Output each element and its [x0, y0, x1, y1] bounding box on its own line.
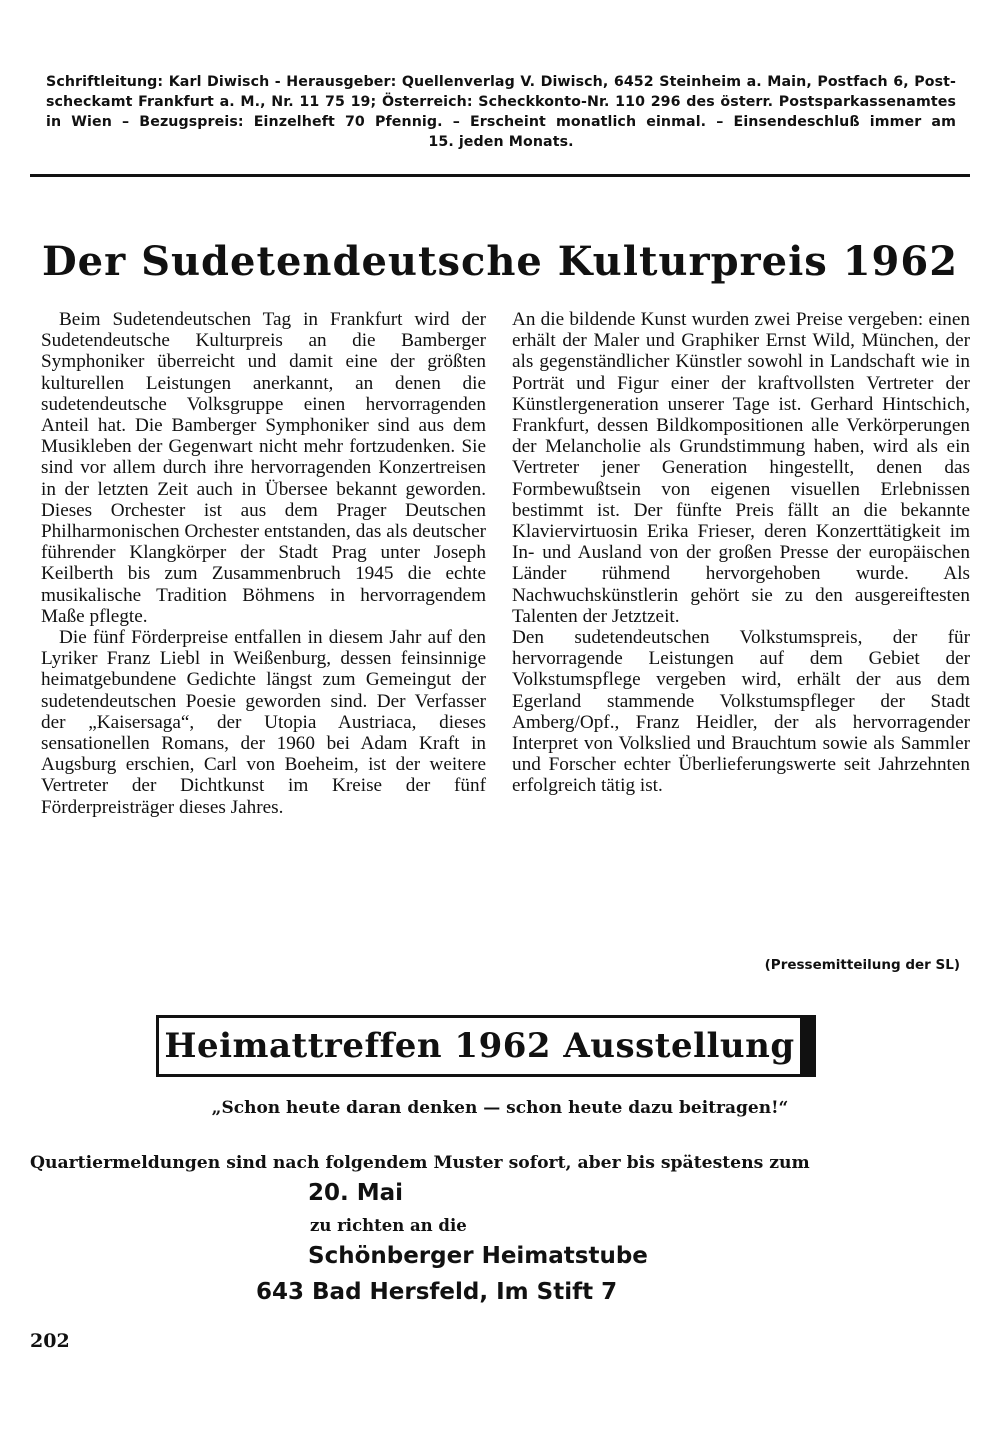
paragraph: Beim Sudetendeutschen Tag in Frankfurt wird der Sudetendeutsche Kulturpreis an die Bamberger Symphoniker überreicht und damit eine der größten kulturellen Leistungen anerkannt, an denen die sudetendeutsche Volksgruppe einen hervorragenden Anteil hat. Die Bamberger Symphoniker sind aus dem Musikleben der Gegenwart nicht mehr fortzudenken. Sie sind vor allem durch ihre hervorragenden Konzertreisen in der letzten Zeit auch in Übersee bekannt geworden. Dieses Orchester ist aus dem Prager Deutschen Philharmonischen Orchester entstanden, das als deutscher führender Klangkörper der Stadt Prag unter Joseph Keilberth bis zum Zusammenbruch 1945 die echte musikalische Tradition Böhmens in hervorragendem Maße pflegte. — [41, 309, 486, 627]
paragraph: Den sudetendeutschen Volkstumspreis, der für hervorragende Leistungen auf dem Gebiet der Volkstumspflege vergeben wird, erhält der aus dem Egerland stammende Volkstumspfleger der Stadt Amberg/Opf., Franz Heidler, der als hervorragender Interpret von Volkslied und Brauchtum sowie als Sammler und Forscher echter Überlieferungswerte seit Jahrzehnten erfolgreich tätig ist. — [512, 627, 970, 797]
announcement-slogan: „Schon heute daran denken — schon heute dazu beitragen!“ — [211, 1098, 789, 1118]
announcement-banner — [156, 1015, 816, 1077]
article-source: (Pressemitteilung der SL) — [764, 957, 960, 973]
recipient-intro: zu richten an die — [310, 1216, 467, 1235]
masthead — [46, 72, 956, 152]
masthead-line: scheckamt Frankfurt a. M., Nr. 11 75 19; Österreich: Scheckkonto-Nr. 110 296 des österr. Postsparkassenamtes — [46, 94, 956, 110]
top-rule — [30, 174, 970, 177]
masthead-line: 15. jeden Monats. — [428, 134, 574, 150]
recipient-name: Schönberger Heimatstube — [308, 1243, 648, 1269]
article-column-right — [512, 309, 970, 797]
recipient-address: 643 Bad Hersfeld, Im Stift 7 — [256, 1279, 618, 1305]
banner-title: Heimattreffen 1962 Ausstellung — [164, 1026, 795, 1066]
masthead-line: in Wien – Bezugspreis: Einzelheft 70 Pfennig. – Erscheint monatlich einmal. – Einsendeschluß immer am — [46, 114, 956, 130]
announcement-instruction: Quartiermeldungen sind nach folgendem Muster sofort, aber bis spätestens zum — [30, 1153, 810, 1173]
paragraph: An die bildende Kunst wurden zwei Preise vergeben: einen erhält der Maler und Graphiker Ernst Wild, München, der als gegenständlicher Künstler sowohl in Landschaft wie in Porträt und Figur einer der kraftvollsten Vertreter der Künstlergeneration unserer Tage ist. Gerhard Hintschich, Frankfurt, dessen Bildkompositionen alle Verkörperungen der Melancholie als Grundstimmung haben, wird als ein Vertreter jener Generation hingestellt, denen das Formbewußtsein von eigenen visuellen Erlebnissen bestimmt ist. Der fünfte Preis fällt an die bekannte Klaviervirtuosin Erika Frieser, deren Konzerttätigkeit im In- und Ausland von der großen Presse der europäischen Länder rühmend hervorgehoben wurde. Als Nachwuchskünstlerin gehört sie zu den ausgereiftesten Talenten der Jetztzeit. — [512, 309, 970, 627]
masthead-line: Schriftleitung: Karl Diwisch - Herausgeber: Quellenverlag V. Diwisch, 6452 Steinheim a. Main, Postfach 6, Post- — [46, 74, 956, 90]
article-column-left — [41, 309, 486, 818]
paragraph: Die fünf Förderpreise entfallen in diesem Jahr auf den Lyriker Franz Liebl in Weißenburg, dessen feinsinnige heimatgebundene Gedichte längst zum Gemeingut der sudetendeutschen Poesie geworden sind. Der Verfasser der „Kaisersaga“, der Utopia Austriaca, dieses sensationellen Romans, der 1960 bei Adam Kraft in Augsburg erschien, Carl von Boeheim, ist der weitere Vertreter der Dichtkunst im Kreise der fünf Förderpreisträger dieses Jahres. — [41, 627, 486, 818]
page-number: 202 — [30, 1330, 70, 1352]
article-title: Der Sudetendeutsche Kulturpreis 1962 — [41, 238, 959, 285]
deadline-date: 20. Mai — [308, 1180, 404, 1206]
